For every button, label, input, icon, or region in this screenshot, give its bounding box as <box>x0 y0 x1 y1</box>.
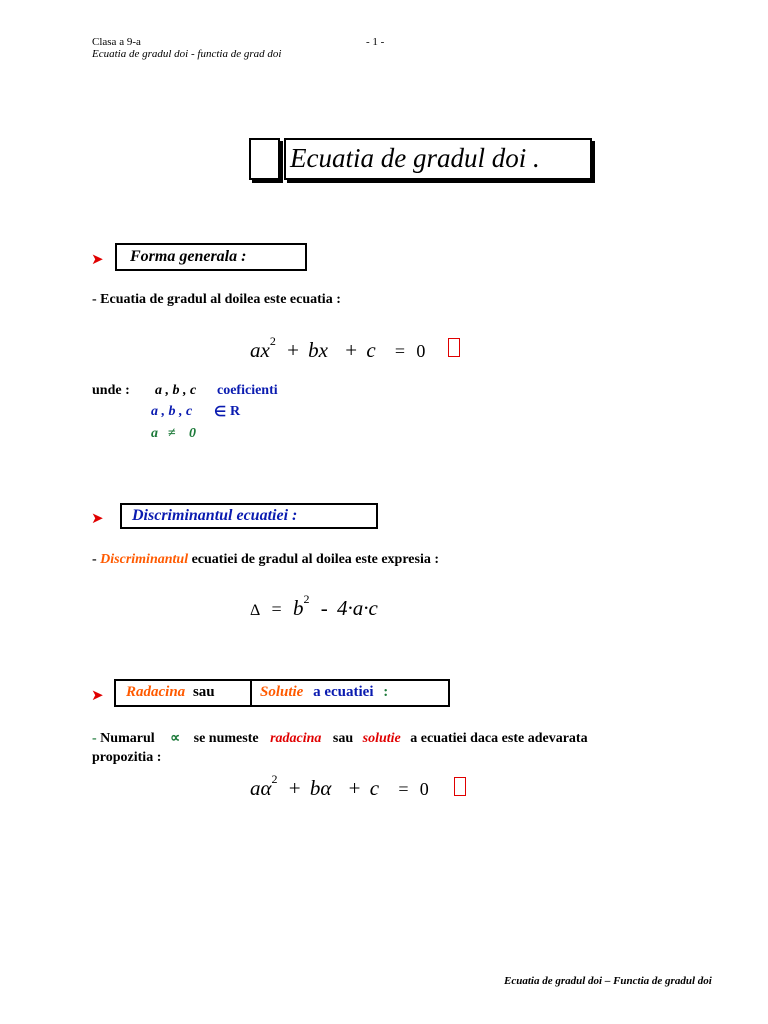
in-vars: a , b , c <box>151 404 193 419</box>
unde-label: unde : <box>92 383 130 398</box>
title-box <box>284 138 592 180</box>
coef-word: coeficienti <box>217 383 278 398</box>
neq-symbol: ≠ <box>168 426 176 441</box>
title-square-icon <box>249 138 280 180</box>
missing-glyph-icon <box>454 777 466 796</box>
missing-glyph-icon <box>448 338 460 357</box>
section3-line2: propozitia : <box>92 750 162 765</box>
section3-line1: - Numarul ∝ se numeste radacina sau solutie a ecuatiei daca este adevarata <box>92 731 588 746</box>
footer-text: Ecuatia de gradul doi – Functia de gradul doi <box>504 975 712 987</box>
section1-heading-box <box>115 243 307 271</box>
section1-intro: - Ecuatia de gradul al doilea este ecuatia : <box>92 292 341 307</box>
in-set: R <box>230 404 241 419</box>
in-symbol: ∈ <box>214 405 227 420</box>
section2-heading: Discriminantul ecuatiei : <box>132 507 298 524</box>
section3-heading-box <box>114 679 450 707</box>
bullet-arrow-icon: ➤ <box>91 250 104 268</box>
bullet-arrow-icon: ➤ <box>91 509 104 527</box>
neq-var: a <box>151 426 158 441</box>
section1-heading: Forma generala : <box>130 248 247 265</box>
equation-discriminant: $\Delta = b^2 - 4\cdot a\cdot c$ <box>250 592 378 620</box>
header-page-number: - 1 - <box>366 36 385 48</box>
equation-general: $ax^2$ + bx + c = 0 <box>250 334 426 362</box>
header-class-label: Clasa a 9-a <box>92 36 141 48</box>
equation-root: $a\alpha^2 + b\alpha + c = 0$ <box>250 772 429 800</box>
page-title: Ecuatia de gradul doi . <box>290 143 540 173</box>
bullet-arrow-icon: ➤ <box>91 686 104 704</box>
section3-heading-rest: Solutie a ecuatiei : <box>260 684 389 700</box>
header-subtitle: Ecuatia de gradul doi - functia de grad doi <box>92 48 282 60</box>
section3-heading: Radacina sau <box>126 684 215 700</box>
heading-divider <box>250 681 252 705</box>
coef-vars: a , b , c <box>155 383 197 398</box>
section2-intro: - Discriminantul ecuatiei de gradul al doilea este expresia : <box>92 552 440 567</box>
neq-value: 0 <box>189 426 196 441</box>
section2-heading-box <box>120 503 378 529</box>
